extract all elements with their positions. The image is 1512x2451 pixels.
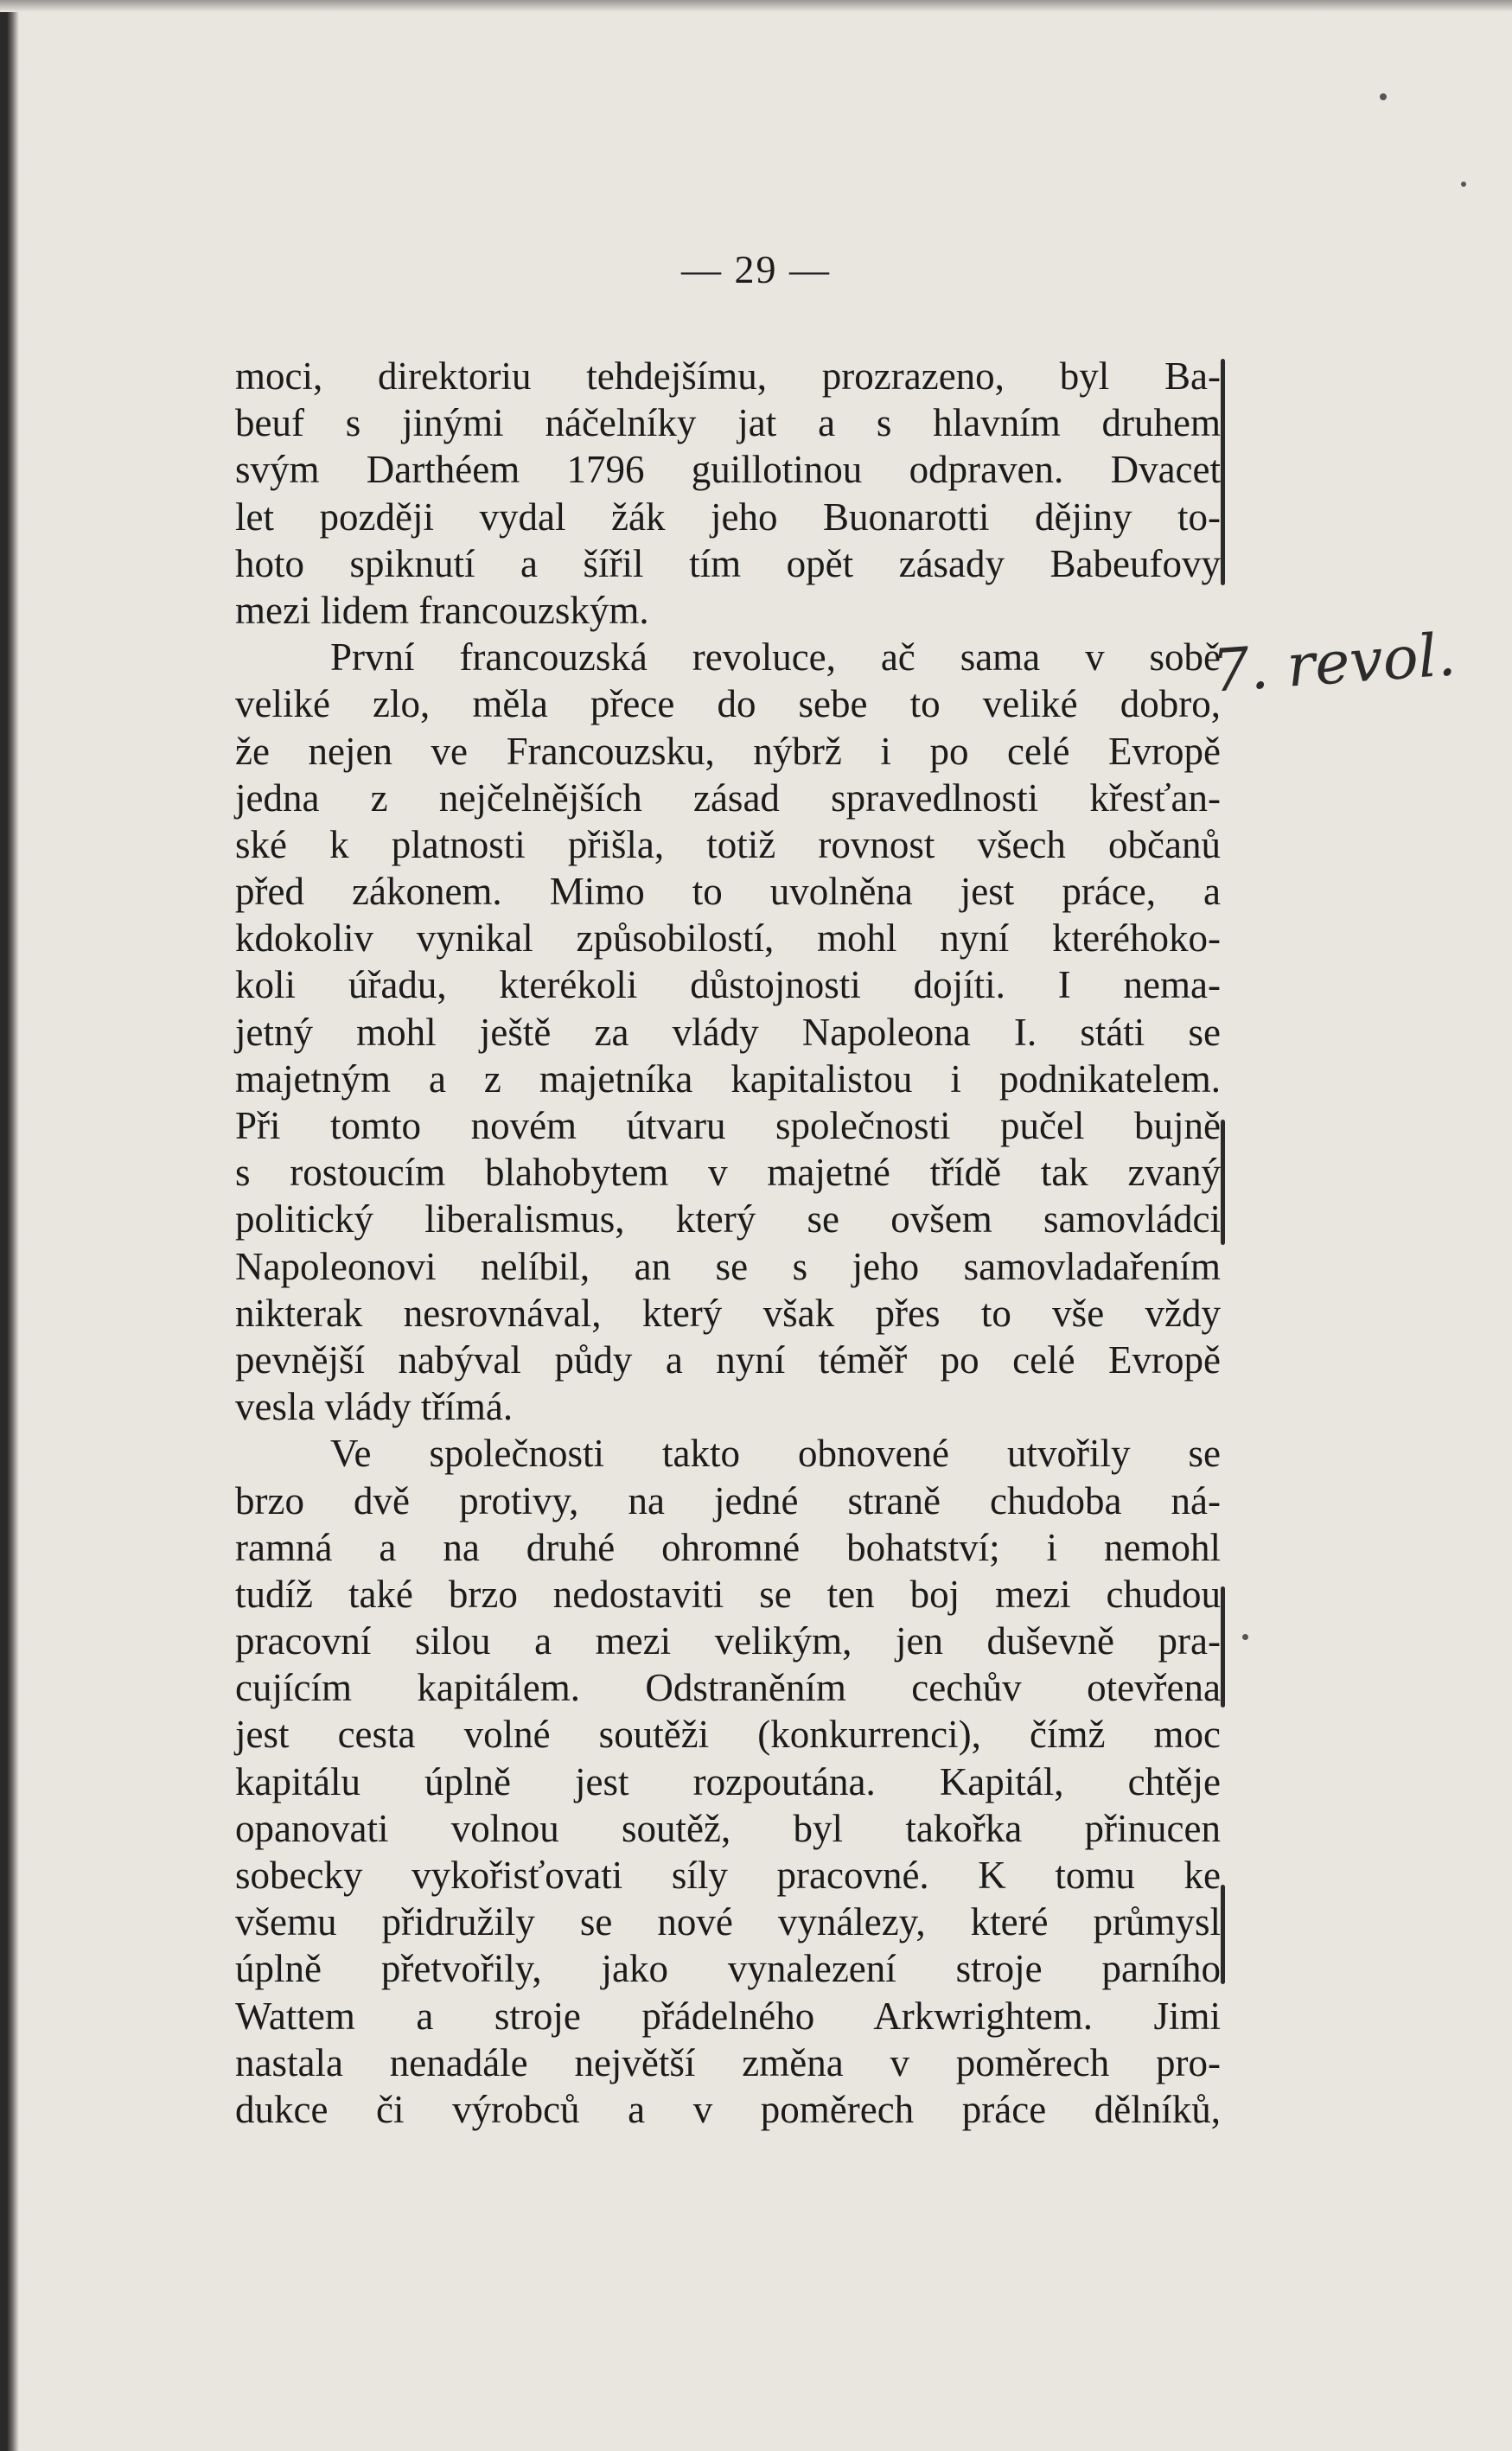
text-line: moci, direktoriu tehdejšímu, prozrazeno, byl Ba- <box>235 354 1221 398</box>
text-line: sobecky vykořisťovati síly pracovné. K tomu ke <box>235 1854 1221 1897</box>
text-line: cujícím kapitálem. Odstraněním cechův otevřena <box>235 1666 1221 1710</box>
margin-bracket-mark <box>1221 1120 1225 1245</box>
text-line: pracovní silou a mezi velikým, jen duševně pra- <box>235 1619 1221 1663</box>
margin-bracket-mark <box>1221 1586 1225 1707</box>
text-line: kdokoliv vynikal způsobilostí, mohl nyní kteréhoko- <box>235 916 1221 961</box>
text-line: svým Darthéem 1796 guillotinou odpraven. Dvacet <box>235 448 1221 492</box>
text-line: majetným a z majetníka kapitalistou i podnikatelem. <box>235 1056 1221 1101</box>
scan-binding-edge <box>0 0 19 2451</box>
body-text <box>235 353 1221 2133</box>
text-line: nastala nenadále největší změna v poměrech pro- <box>235 2040 1221 2084</box>
text-line: jest cesta volné soutěži (konkurrenci), čímž moc <box>235 1713 1221 1757</box>
text-line: všemu přidružily se nové vynálezy, které průmysl <box>235 1900 1221 1944</box>
text-line: brzo dvě protivy, na jedné straně chudoba ná- <box>235 1478 1221 1522</box>
text-line: opanovati volnou soutěž, byl takořka přinucen <box>235 1806 1221 1850</box>
text-line: pevnější nabýval půdy a nyní téměř po celé Evropě <box>235 1337 1221 1382</box>
text-line: Ve společnosti takto obnovené utvořily se <box>330 1432 1221 1476</box>
text-line: jetný mohl ještě za vlády Napoleona I. státi se <box>235 1010 1221 1054</box>
scan-top-edge <box>0 0 1512 12</box>
scan-speck <box>1461 182 1466 187</box>
text-line: Napoleonovi nelíbil, an se s jeho samovladařením <box>235 1244 1221 1288</box>
text-line: dukce či výrobců a v poměrech práce dělníků, <box>235 2087 1221 2131</box>
text-line: mezi lidem francouzským. <box>235 588 649 632</box>
text-line: ramná a na druhé ohromné bohatství; i nemohl <box>235 1525 1221 1569</box>
text-line: jedna z nejčelnějších zásad spravedlnosti křesťan- <box>235 776 1221 820</box>
margin-bracket-mark <box>1221 359 1225 585</box>
scan-speck <box>1242 1634 1248 1640</box>
text-line: Wattem a stroje přádelného Arkwrightem. Jimi <box>235 1994 1221 2038</box>
scan-speck <box>1380 93 1387 100</box>
text-line: že nejen ve Francouzsku, nýbrž i po celé Evropě <box>235 729 1221 773</box>
text-line: politický liberalismus, který se ovšem samovládci <box>235 1197 1221 1241</box>
text-line: před zákonem. Mimo to uvolněna jest práce, a <box>235 870 1221 914</box>
text-line: ské k platnosti přišla, totiž rovnost všech občanů <box>235 822 1221 866</box>
margin-bracket-mark <box>1221 1885 1225 1984</box>
text-line: vesla vlády třímá. <box>235 1385 514 1429</box>
handwritten-margin-note: 7. revol. <box>1209 621 1458 706</box>
text-line: tudíž také brzo nedostaviti se ten boj mezi chudou <box>235 1572 1221 1616</box>
text-line: veliké zlo, měla přece do sebe to veliké dobro, <box>235 682 1221 726</box>
text-line: První francouzská revoluce, ač sama v sobě <box>330 635 1221 680</box>
text-line: kapitálu úplně jest rozpoutána. Kapitál, chtěje <box>235 1759 1221 1803</box>
text-line: úplně přetvořily, jako vynalezení stroje parního <box>235 1947 1221 1991</box>
text-line: s rostoucím blahobytem v majetné třídě tak zvaný <box>235 1151 1221 1195</box>
text-line: koli úřadu, kterékoli důstojnosti dojíti. I nema- <box>235 963 1221 1007</box>
text-line: beuf s jinými náčelníky jat a s hlavním druhem <box>235 401 1221 445</box>
text-line: Při tomto novém útvaru společnosti pučel bujně <box>235 1104 1221 1147</box>
text-line: nikterak nesrovnával, který však přes to vše vždy <box>235 1291 1221 1335</box>
page-number: — 29 — <box>681 247 831 291</box>
text-line: hoto spiknutí a šířil tím opět zásady Babeufovy <box>235 541 1221 585</box>
text-line: let později vydal žák jeho Buonarotti dějiny to- <box>235 495 1221 539</box>
